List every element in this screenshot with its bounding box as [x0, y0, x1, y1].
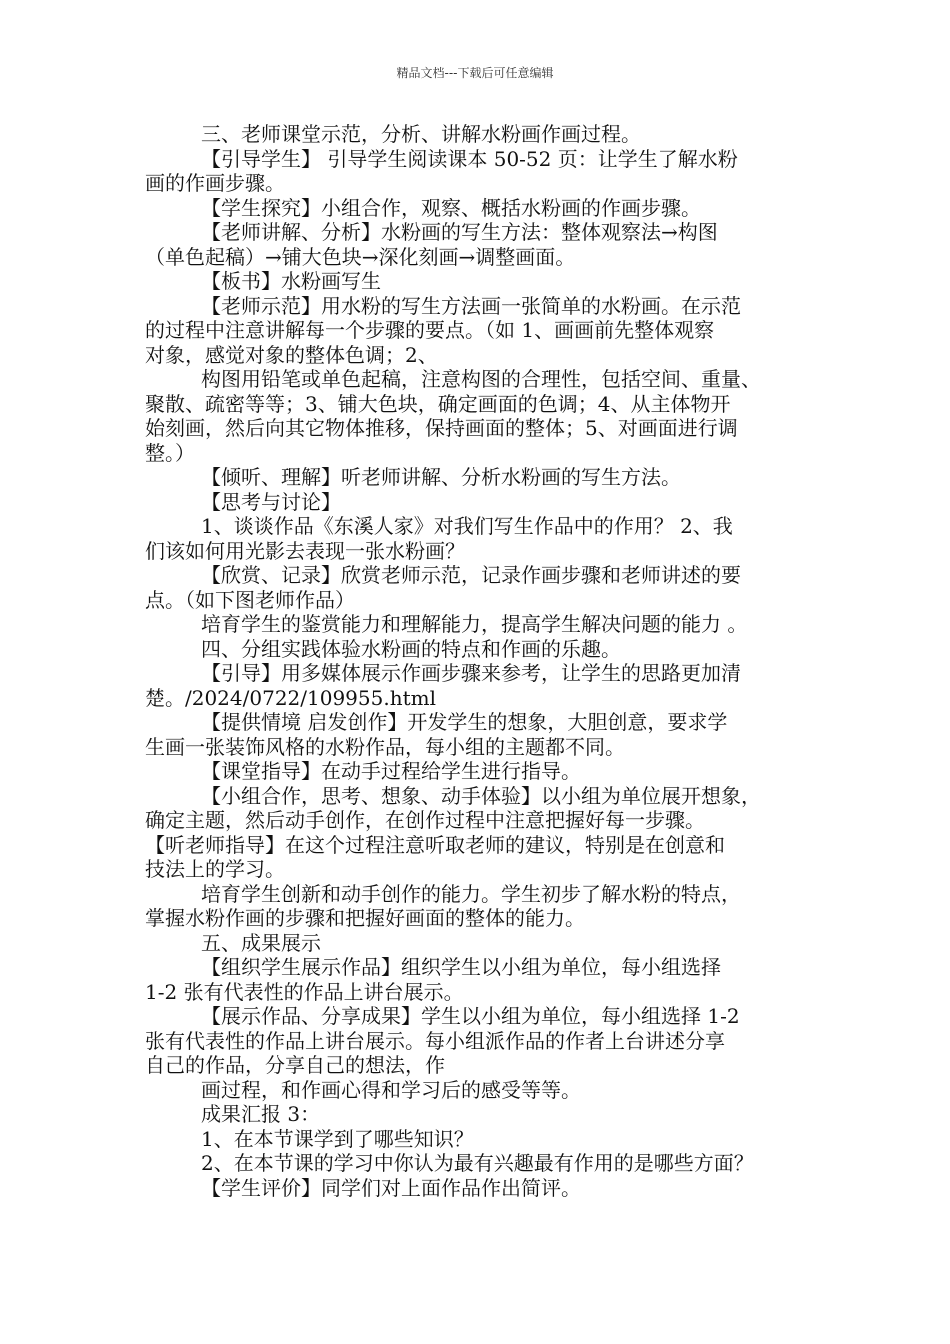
text-line: 构图用铅笔或单色起稿，注意构图的合理性，包括空间、重量、	[201, 367, 761, 391]
text-line: 整。）	[145, 440, 195, 465]
text-line: 【课堂指导】在动手过程给学生进行指导。	[201, 759, 581, 783]
text-line: 【组织学生展示作品】组织学生以小组为单位，每小组选择	[201, 955, 721, 979]
text-line: 【小组合作，思考、想象、动手体验】以小组为单位展开想象，	[201, 783, 761, 808]
text-line: 四、分组实践体验水粉画的特点和作画的乐趣。	[201, 636, 621, 661]
text-line: 画的作画步骤。	[145, 171, 285, 195]
text-line: 【板书】水粉画写生	[201, 269, 381, 293]
text-line: （单色起稿）→铺大色块→深化刻画→调整画面。	[145, 244, 576, 269]
text-line: 1-2 张有代表性的作品上讲台展示。	[145, 979, 464, 1004]
text-line: 成果汇报 3：	[201, 1102, 321, 1126]
text-line: 掌握水粉作画的步骤和把握好画面的整体的能力。	[145, 906, 585, 930]
text-line: 1、谈谈作品《东溪人家》对我们写生作品中的作用？ 2、我	[201, 514, 733, 538]
text-line: 【倾听、理解】听老师讲解、分析水粉画的写生方法。	[201, 465, 681, 489]
text-line: 【听老师指导】在这个过程注意听取老师的建议，特别是在创意和	[145, 832, 725, 857]
text-line: 【欣赏、记录】欣赏老师示范，记录作画步骤和老师讲述的要	[201, 563, 741, 587]
text-line: 【提供情境 启发创作】开发学生的想象，大胆创意，要求学	[201, 710, 728, 734]
document-body	[145, 122, 817, 1200]
text-line: 楚。/2024/0722/109955.html	[145, 685, 436, 710]
text-line: 2、在本节课的学习中你认为最有兴趣最有作用的是哪些方面？	[201, 1151, 754, 1175]
text-line: 【引导学生】 引导学生阅读课本 50-52 页：让学生了解水粉	[201, 146, 738, 171]
text-line: 【学生评价】同学们对上面作品作出简评。	[201, 1175, 581, 1200]
text-line: 培育学生创新和动手创作的能力。学生初步了解水粉的特点，	[201, 881, 741, 906]
text-line: 自己的作品，分享自己的想法，作	[145, 1053, 445, 1077]
text-line: 三、老师课堂示范，分析、讲解水粉画作画过程。	[201, 122, 641, 146]
text-line: 画过程，和作画心得和学习后的感受等等。	[201, 1077, 581, 1102]
text-line: 【学生探究】小组合作，观察、概括水粉画的作画步骤。	[201, 195, 701, 220]
text-line: 的过程中注意讲解每一个步骤的要点。（如 1、画画前先整体观察	[145, 318, 715, 342]
text-line: 1、在本节课学到了哪些知识？	[201, 1126, 474, 1151]
text-line: 聚散、疏密等等；3、铺大色块，确定画面的色调；4、从主体物开	[145, 391, 731, 416]
text-line: 点。（如下图老师作品）	[145, 587, 355, 612]
text-line: 们该如何用光影去表现一张水粉画？	[145, 538, 465, 563]
text-line: 生画一张装饰风格的水粉作品，每小组的主题都不同。	[145, 734, 625, 759]
text-line: 对象，感觉对象的整体色调；2、	[145, 342, 438, 367]
page-header: 精品文档---下载后可任意编辑	[396, 66, 554, 80]
text-line: 培育学生的鉴赏能力和理解能力，提高学生解决问题的能力 。	[201, 612, 748, 636]
text-line: 【思考与讨论】	[201, 489, 341, 514]
text-line: 【老师示范】用水粉的写生方法画一张简单的水粉画。在示范	[201, 293, 741, 318]
text-line: 张有代表性的作品上讲台展示。每小组派作品的作者上台讲述分享	[145, 1028, 725, 1053]
text-line: 【展示作品、分享成果】学生以小组为单位，每小组选择 1-2	[201, 1004, 740, 1028]
text-line: 【老师讲解、分析】水粉画的写生方法：整体观察法→构图	[201, 220, 718, 244]
text-line: 【引导】用多媒体展示作画步骤来参考，让学生的思路更加清	[201, 661, 741, 685]
text-line: 确定主题，然后动手创作，在创作过程中注意把握好每一步骤。	[145, 808, 705, 832]
text-line: 始刻画，然后向其它物体推移，保持画面的整体；5、对画面进行调	[145, 416, 738, 440]
text-line: 技法上的学习。	[145, 857, 285, 881]
text-line: 五、成果展示	[201, 930, 321, 955]
